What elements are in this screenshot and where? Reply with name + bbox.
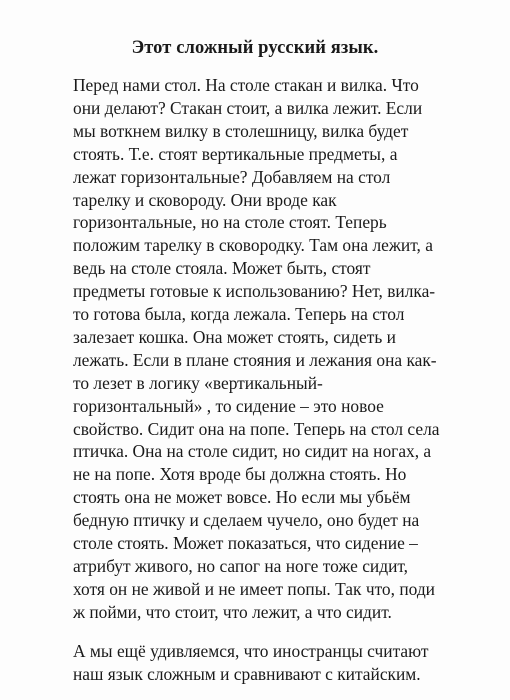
text-line: столе стоять. Может показаться, что сидение –	[73, 533, 418, 553]
text-line: свойство. Сидит она на попе. Теперь на стол села	[73, 418, 440, 439]
text-line: А мы ещё удивляемся, что иностранцы считают	[73, 640, 429, 661]
text-line: хотя он не живой и не имеет попы. Так что, поди	[73, 578, 435, 599]
text-line: птичка. Она на столе сидит, но сидит на ногах, а	[73, 441, 432, 462]
text-line: атрибут живого, но сапог на ноге тоже сидит,	[73, 555, 409, 576]
text-line: то готова была, когда лежала. Теперь на стол	[73, 304, 405, 324]
document-title: Этот сложный русский язык.	[131, 38, 379, 58]
text-line: наш язык сложным и сравнивают с китайским.	[73, 663, 421, 684]
text-line: стоять она не может вовсе. Но если мы убьём	[73, 487, 411, 508]
text-line: они делают? Стакан стоит, а вилка лежит. Если	[73, 97, 423, 118]
text-line: то лезет в логику «вертикальный-	[73, 372, 323, 393]
text-line: ж пойми, что стоит, что лежит, а что сидит.	[73, 601, 392, 622]
text-line: предметы готовые к использованию? Нет, вилка-	[73, 281, 436, 302]
text-line: положим тарелку в сковородку. Там она лежит, а	[73, 235, 433, 256]
text-line: тарелку и сковороду. Они вроде как	[73, 189, 337, 210]
text-line: Перед нами стол. На столе стакан и вилка. Что	[73, 75, 419, 95]
text-line: бедную птичку и сделаем чучело, оно будет на	[73, 510, 420, 531]
text-line: горизонтальные, но на столе стоят. Теперь	[73, 212, 387, 233]
text-line: мы воткнем вилку в столешницу, вилка будет	[73, 120, 409, 141]
text-line: лежать. Если в плане стояния и лежания она как-	[73, 349, 437, 370]
text-line: не на попе. Хотя вроде бы должна стоять. Но	[73, 464, 407, 485]
text-line: стоять. Т.е. стоят вертикальные предметы, а	[73, 143, 398, 164]
text-line: горизонтальный» , то сидение – это новое	[73, 395, 384, 416]
text-line: ведь на столе стояла. Может быть, стоят	[73, 258, 371, 279]
text-line: залезает кошка. Она может стоять, сидеть и	[73, 326, 396, 347]
text-line: лежат горизонтальные? Добавляем на стол	[73, 166, 391, 187]
